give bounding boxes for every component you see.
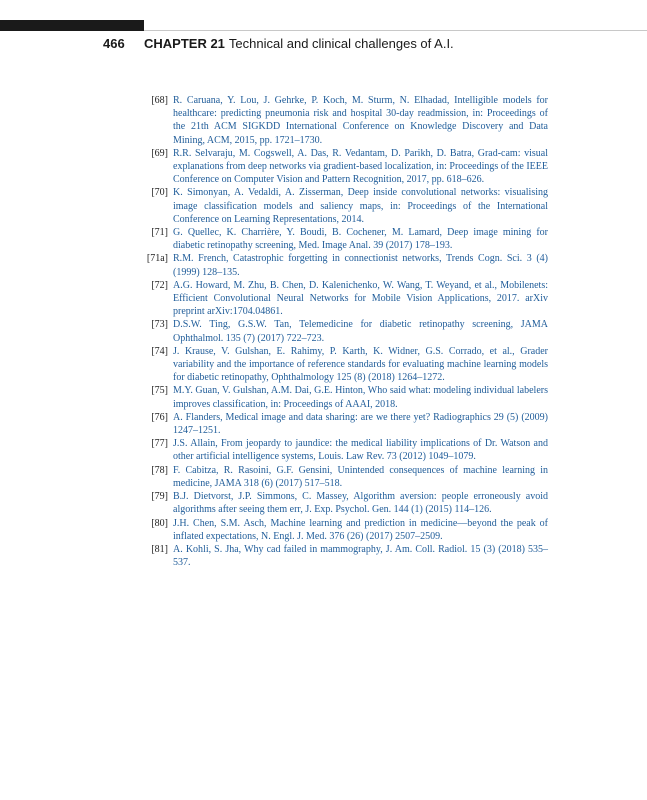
- reference-item: [140, 490, 548, 516]
- reference-text[interactable]: J. Krause, V. Gulshan, E. Rahimy, P. Karth, K. Widner, G.S. Corrado, et al., Grader variability and the importance of reference standards for evaluating machine learning models for diabetic retinopathy, Ophthalmology 125 (8) (2018) 1264–1272.: [173, 345, 548, 384]
- reference-number: [76]: [151, 411, 168, 423]
- reference-item: [140, 279, 548, 319]
- reference-number: [75]: [151, 385, 168, 397]
- reference-item: [140, 543, 548, 569]
- reference-item: [140, 226, 548, 252]
- reference-number: [70]: [151, 187, 168, 199]
- reference-text[interactable]: J.S. Allain, From jeopardy to jaundice: the medical liability implications of Dr. Watson and other artificial intelligence systems, Louis. Law Rev. 73 (2012) 1049–1079.: [173, 438, 548, 463]
- reference-text[interactable]: D.S.W. Ting, G.S.W. Tan, Telemedicine for diabetic retinopathy screening, JAMA Ophthalmol. 135 (7) (2017) 722–723.: [173, 319, 548, 344]
- reference-text[interactable]: A. Flanders, Medical image and data sharing: are we there yet? Radiographics 29 (5) (2009) 1247–1251.: [173, 411, 548, 437]
- reference-number: [80]: [151, 517, 168, 529]
- reference-item: [140, 345, 548, 385]
- reference-number: [79]: [151, 491, 168, 503]
- reference-number: [77]: [151, 438, 168, 450]
- chapter-title: Technical and clinical challenges of A.I.: [228, 36, 454, 51]
- reference-number: [78]: [151, 464, 168, 476]
- reference-item: [140, 252, 548, 278]
- reference-item: [140, 147, 548, 187]
- reference-number: [72]: [151, 279, 168, 291]
- page-number: 466: [103, 36, 125, 51]
- reference-number: [71]: [151, 227, 168, 239]
- reference-list: [140, 94, 548, 569]
- reference-text[interactable]: G. Quellec, K. Charrière, Y. Boudi, B. Cochener, M. Lamard, Deep image mining for diabetic retinopathy screening, Med. Image Anal. 39 (2017) 178–193.: [173, 227, 548, 252]
- chapter-label: CHAPTER 21: [144, 36, 225, 51]
- reference-item: [140, 186, 548, 226]
- reference-item: [140, 517, 548, 543]
- reference-text[interactable]: F. Cabitza, R. Rasoini, G.F. Gensini, Unintended consequences of machine learning in medicine, JAMA 318 (6) (2017) 517–518.: [173, 464, 548, 489]
- reference-text[interactable]: A.G. Howard, M. Zhu, B. Chen, D. Kalenichenko, W. Wang, T. Weyand, et al., Mobilenets: Efficient Convolutional Neural Networks for Mobile Vision Applications, 2017. arXiv preprint arXiv:1704.04861.: [173, 279, 548, 318]
- reference-text[interactable]: M.Y. Guan, V. Gulshan, A.M. Dai, G.E. Hinton, Who said what: modeling individual labelers improves classification, in: Proceedings of AAAI, 2018.: [173, 385, 548, 410]
- reference-text[interactable]: R. Caruana, Y. Lou, J. Gehrke, P. Koch, M. Sturm, N. Elhadad, Intelligible models for healthcare: predicting pneumonia risk and hospital 30-day readmission, in: Proceedings of the 21th ACM SIGKDD International Conference on Knowledge Discovery and Data Mining, ACM, 2015, pp. 1721–1730.: [173, 95, 548, 146]
- reference-item: [140, 411, 548, 437]
- header-bar: [0, 20, 144, 31]
- reference-text[interactable]: R.M. French, Catastrophic forgetting in connectionist networks, Trends Cogn. Sci. 3 (4) (1999) 128–135.: [173, 253, 548, 278]
- reference-text[interactable]: J.H. Chen, S.M. Asch, Machine learning and prediction in medicine—beyond the peak of inflated expectations, N. Engl. J. Med. 376 (26) (2017) 2507–2509.: [173, 517, 548, 542]
- reference-number: [69]: [151, 147, 168, 159]
- running-head: [103, 36, 454, 51]
- reference-text[interactable]: K. Simonyan, A. Vedaldi, A. Zisserman, Deep inside convolutional networks: visualising image classification models and saliency maps, in: Proceedings of the International Conference on Learning Representations, 2014.: [173, 187, 548, 225]
- reference-item: [140, 318, 548, 344]
- reference-item: [140, 384, 548, 410]
- reference-text[interactable]: A. Kohli, S. Jha, Why cad failed in mammography, J. Am. Coll. Radiol. 15 (3) (2018) 535–537.: [173, 543, 548, 569]
- reference-number: [81]: [151, 543, 168, 555]
- reference-number: [68]: [151, 95, 168, 106]
- header-rule: [144, 30, 647, 31]
- reference-item: [140, 437, 548, 463]
- reference-text[interactable]: B.J. Dietvorst, J.P. Simmons, C. Massey, Algorithm aversion: people erroneously avoid algorithms after seeing them err, J. Exp. Psychol. Gen. 144 (1) (2015) 114–126.: [173, 491, 548, 516]
- reference-number: [74]: [151, 345, 168, 357]
- reference-item: [140, 464, 548, 490]
- reference-number: [73]: [151, 319, 168, 331]
- reference-text[interactable]: R.R. Selvaraju, M. Cogswell, A. Das, R. Vedantam, D. Parikh, D. Batra, Grad-cam: visual explanations from deep networks via gradient-based localization, in: Proceedings of the IEEE Conference on Computer Vision and Pattern Recognition, 2017, pp. 618–626.: [173, 147, 548, 186]
- reference-number: [71a]: [146, 253, 168, 265]
- reference-item: [140, 94, 548, 147]
